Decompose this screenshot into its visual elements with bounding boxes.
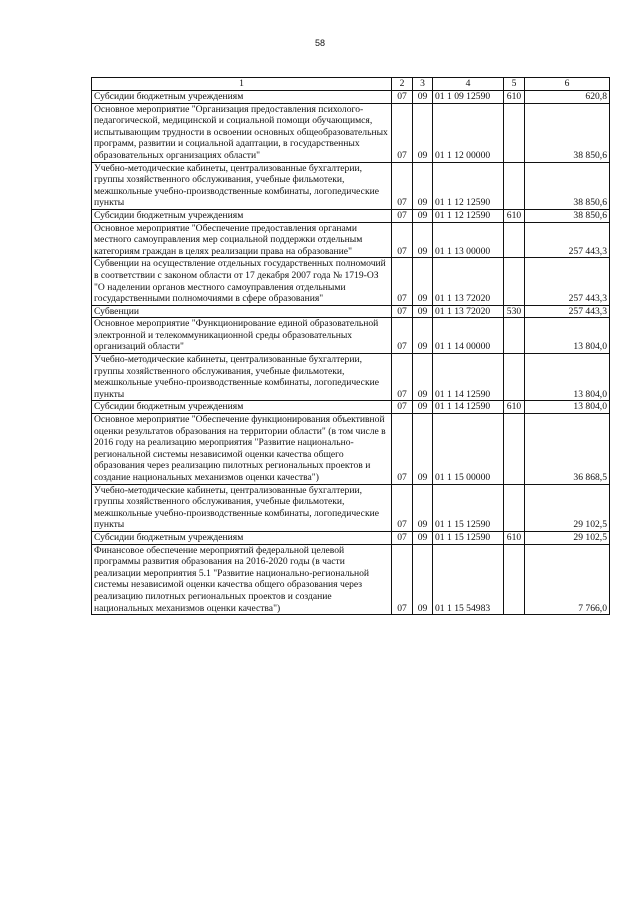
subsection-code: 09 bbox=[413, 162, 433, 209]
amount: 257 443,3 bbox=[525, 305, 610, 318]
section-code: 07 bbox=[392, 162, 413, 209]
table-row bbox=[92, 318, 610, 354]
section-code: 07 bbox=[392, 484, 413, 531]
amount: 29 102,5 bbox=[525, 484, 610, 531]
section-code: 07 bbox=[392, 531, 413, 544]
target-article-code: 01 1 15 00000 bbox=[433, 414, 504, 485]
section-code: 07 bbox=[392, 318, 413, 354]
table-row bbox=[92, 354, 610, 401]
section-code: 07 bbox=[392, 401, 413, 414]
amount: 620,8 bbox=[525, 91, 610, 104]
subsection-code: 09 bbox=[413, 222, 433, 258]
column-header: 2 bbox=[392, 78, 413, 91]
target-article-code: 01 1 15 12590 bbox=[433, 484, 504, 531]
section-code: 07 bbox=[392, 305, 413, 318]
amount: 7 766,0 bbox=[525, 544, 610, 615]
amount: 13 804,0 bbox=[525, 401, 610, 414]
expense-type-code bbox=[504, 484, 525, 531]
target-article-code: 01 1 14 12590 bbox=[433, 354, 504, 401]
item-name: Основное мероприятие "Организация предоставления психолого-педагогической, медицинской и социальной помощи обучающимся, испытывающим трудности в освоении основных общеобразовательных программ, развитии и социальной адаптации, в государственных образовательных организациях области" bbox=[92, 103, 392, 162]
target-article-code: 01 1 12 12590 bbox=[433, 209, 504, 222]
item-name: Субвенции bbox=[92, 305, 392, 318]
item-name: Учебно-методические кабинеты, централизованные бухгалтерии, группы хозяйственного обслуживания, учебные фильмотеки, межшкольные учебно-производственные комбинаты, логопедические пункты bbox=[92, 162, 392, 209]
column-header: 5 bbox=[504, 78, 525, 91]
subsection-code: 09 bbox=[413, 305, 433, 318]
expense-type-code: 610 bbox=[504, 209, 525, 222]
budget-table bbox=[91, 77, 610, 615]
section-code: 07 bbox=[392, 354, 413, 401]
table-row bbox=[92, 103, 610, 162]
expense-type-code bbox=[504, 318, 525, 354]
expense-type-code bbox=[504, 258, 525, 305]
target-article-code: 01 1 14 12590 bbox=[433, 401, 504, 414]
item-name: Основное мероприятие "Функционирование единой образовательной электронной и телекоммуникационной среды образовательных организаций области" bbox=[92, 318, 392, 354]
subsection-code: 09 bbox=[413, 354, 433, 401]
section-code: 07 bbox=[392, 258, 413, 305]
table-row bbox=[92, 484, 610, 531]
expense-type-code: 610 bbox=[504, 401, 525, 414]
column-header: 1 bbox=[92, 78, 392, 91]
target-article-code: 01 1 13 72020 bbox=[433, 305, 504, 318]
target-article-code: 01 1 12 12590 bbox=[433, 162, 504, 209]
subsection-code: 09 bbox=[413, 544, 433, 615]
item-name: Субвенции на осуществление отдельных государственных полномочий в соответствии с законом области от 17 декабря 2007 года № 1719-ОЗ "О наделении органов местного самоуправления отдельными государственными полномочиями в сфере образования" bbox=[92, 258, 392, 305]
expense-type-code: 610 bbox=[504, 531, 525, 544]
subsection-code: 09 bbox=[413, 401, 433, 414]
section-code: 07 bbox=[392, 103, 413, 162]
expense-type-code bbox=[504, 103, 525, 162]
amount: 13 804,0 bbox=[525, 318, 610, 354]
page-number: 58 bbox=[314, 38, 325, 48]
item-name: Основное мероприятие "Обеспечение функционирования объективной оценки результатов образования на территории области" (в том числе в 2016 году на реализацию мероприятия "Развитие национально-региональной системы независимой оценки качества общего образования через реализацию пилотных региональных проектов и создание национальных механизмов оценки качества") bbox=[92, 414, 392, 485]
amount: 257 443,3 bbox=[525, 222, 610, 258]
target-article-code: 01 1 15 54983 bbox=[433, 544, 504, 615]
item-name: Учебно-методические кабинеты, централизованные бухгалтерии, группы хозяйственного обслуживания, учебные фильмотеки, межшкольные учебно-производственные комбинаты, логопедические пункты bbox=[92, 484, 392, 531]
table-row bbox=[92, 544, 610, 615]
table-row bbox=[92, 531, 610, 544]
expense-type-code bbox=[504, 162, 525, 209]
table-row bbox=[92, 305, 610, 318]
amount: 13 804,0 bbox=[525, 354, 610, 401]
item-name: Субсидии бюджетным учреждениям bbox=[92, 209, 392, 222]
target-article-code: 01 1 12 00000 bbox=[433, 103, 504, 162]
subsection-code: 09 bbox=[413, 414, 433, 485]
expense-type-code bbox=[504, 354, 525, 401]
section-code: 07 bbox=[392, 544, 413, 615]
target-article-code: 01 1 15 12590 bbox=[433, 531, 504, 544]
table-header-row bbox=[92, 78, 610, 91]
target-article-code: 01 1 13 72020 bbox=[433, 258, 504, 305]
section-code: 07 bbox=[392, 209, 413, 222]
target-article-code: 01 1 14 00000 bbox=[433, 318, 504, 354]
table-row bbox=[92, 414, 610, 485]
column-header: 6 bbox=[525, 78, 610, 91]
item-name: Учебно-методические кабинеты, централизованные бухгалтерии, группы хозяйственного обслуживания, учебные фильмотеки, межшкольные учебно-производственные комбинаты, логопедические пункты bbox=[92, 354, 392, 401]
amount: 257 443,3 bbox=[525, 258, 610, 305]
table-body bbox=[92, 91, 610, 615]
expense-type-code bbox=[504, 414, 525, 485]
expense-type-code bbox=[504, 544, 525, 615]
item-name: Основное мероприятие "Обеспечение предоставления органами местного самоуправления мер социальной поддержки отдельным категориям граждан в целях реализации права на образование" bbox=[92, 222, 392, 258]
subsection-code: 09 bbox=[413, 103, 433, 162]
amount: 29 102,5 bbox=[525, 531, 610, 544]
subsection-code: 09 bbox=[413, 531, 433, 544]
item-name: Финансовое обеспечение мероприятий федеральной целевой программы развития образования на 2016-2020 годы (в части реализации мероприятия 5.1 "Развитие национально-региональной системы независимой оценки качества общего образования через реализацию пилотных региональных проектов и создание национальных механизмов оценки качества") bbox=[92, 544, 392, 615]
table-row bbox=[92, 258, 610, 305]
subsection-code: 09 bbox=[413, 209, 433, 222]
section-code: 07 bbox=[392, 222, 413, 258]
amount: 38 850,6 bbox=[525, 162, 610, 209]
target-article-code: 01 1 09 12590 bbox=[433, 91, 504, 104]
amount: 38 850,6 bbox=[525, 103, 610, 162]
section-code: 07 bbox=[392, 91, 413, 104]
subsection-code: 09 bbox=[413, 258, 433, 305]
expense-type-code: 610 bbox=[504, 91, 525, 104]
item-name: Субсидии бюджетным учреждениям bbox=[92, 91, 392, 104]
table-row bbox=[92, 162, 610, 209]
subsection-code: 09 bbox=[413, 318, 433, 354]
table-row bbox=[92, 91, 610, 104]
amount: 38 850,6 bbox=[525, 209, 610, 222]
expense-type-code bbox=[504, 222, 525, 258]
subsection-code: 09 bbox=[413, 484, 433, 531]
table-row bbox=[92, 209, 610, 222]
expense-type-code: 530 bbox=[504, 305, 525, 318]
column-header: 3 bbox=[413, 78, 433, 91]
table-row bbox=[92, 222, 610, 258]
item-name: Субсидии бюджетным учреждениям bbox=[92, 401, 392, 414]
table-row bbox=[92, 401, 610, 414]
item-name: Субсидии бюджетным учреждениям bbox=[92, 531, 392, 544]
subsection-code: 09 bbox=[413, 91, 433, 104]
target-article-code: 01 1 13 00000 bbox=[433, 222, 504, 258]
column-header: 4 bbox=[433, 78, 504, 91]
section-code: 07 bbox=[392, 414, 413, 485]
amount: 36 868,5 bbox=[525, 414, 610, 485]
